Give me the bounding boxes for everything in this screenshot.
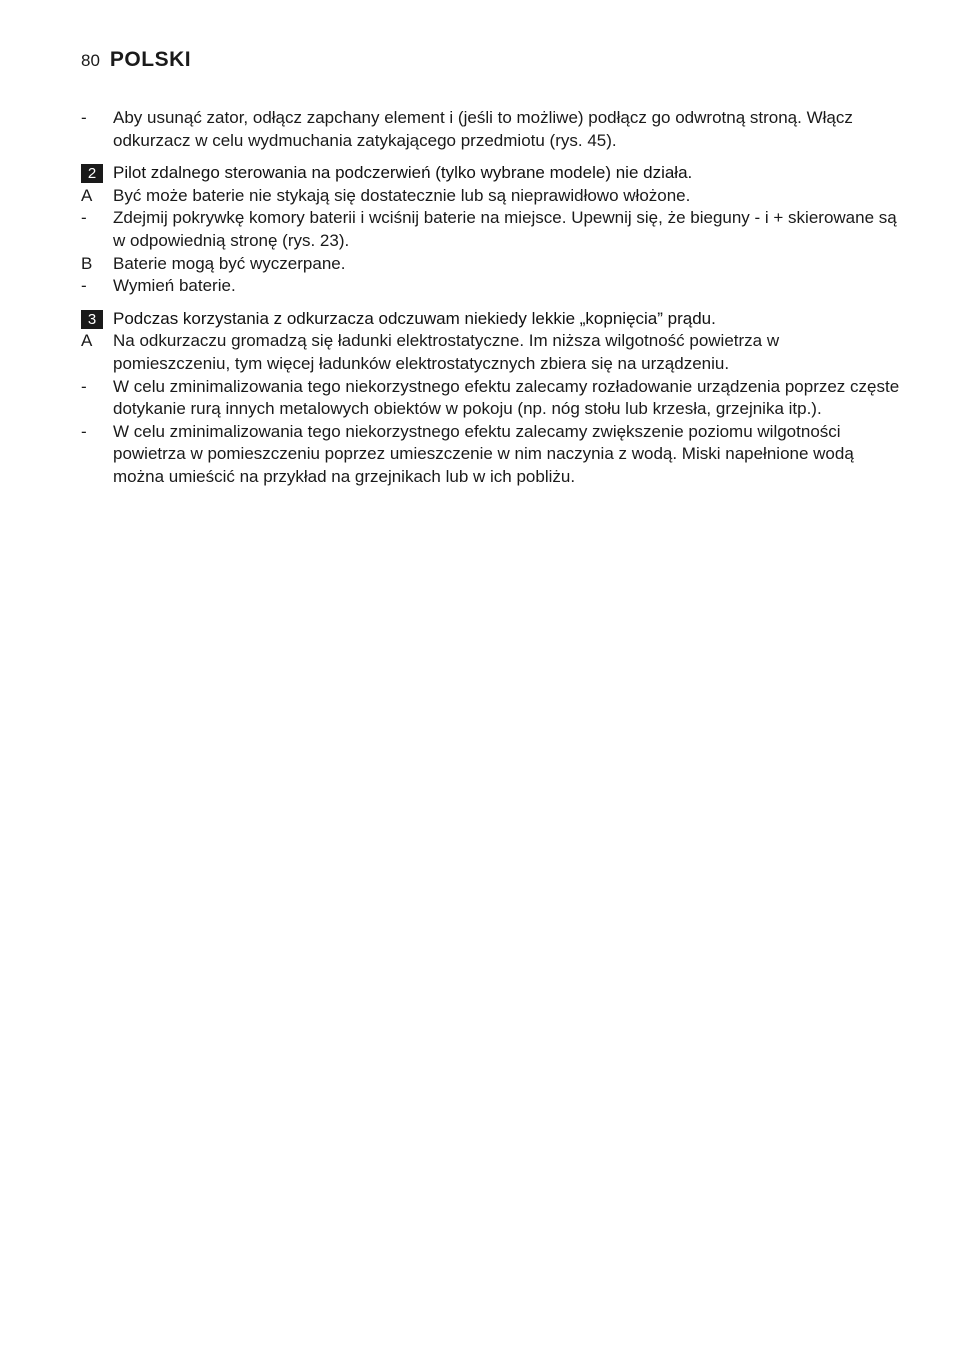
troubleshooting-list — [81, 107, 901, 489]
list-item — [81, 107, 901, 152]
problem-text: Pilot zdalnego sterowania na podczerwień (tylko wybrane modele) nie działa. — [113, 163, 693, 183]
problem-text: Podczas korzystania z odkurzacza odczuwam niekiedy lekkie „kopnięcia” prądu. — [113, 308, 716, 328]
step-marker: - — [81, 276, 87, 296]
step-text: W celu zminimalizowania tego niekorzystnego efektu zalecamy zwiększenie poziomu wilgotności powietrza w pomieszczeniu poprzez umieszczenie w nim naczynia z wodą. Miski napełnione wodą można umieścić na przykład na grzejnikach lub w ich pobliżu. — [113, 421, 854, 486]
cause-marker: B — [81, 253, 93, 273]
cause-marker: A — [81, 331, 93, 351]
list-item — [81, 253, 901, 276]
problem-heading — [81, 308, 901, 331]
cause-text: Być może baterie nie stykają się dostatecznie lub są nieprawidłowo włożone. — [113, 185, 691, 205]
section-title: POLSKI — [109, 48, 192, 71]
step-text: W celu zminimalizowania tego niekorzystnego efektu zalecamy rozładowanie urządzenia poprzez częste dotykanie rurą innych metalowych obiektów w pokoju (np. nóg stołu lub krzesła, grzejnika itp.). — [113, 376, 900, 419]
step-marker: - — [81, 108, 87, 127]
page-header — [81, 48, 191, 72]
problem-number-badge: 3 — [81, 310, 103, 329]
step-marker: - — [81, 208, 87, 228]
cause-text: Na odkurzaczu gromadzą się ładunki elektrostatyczne. Im niższa wilgotność powietrza w pomieszczeniu, tym więcej ładunków elektrostatycznych zbiera się na urządzeniu. — [113, 331, 780, 373]
step-text: Wymień baterie. — [113, 276, 236, 296]
list-item — [81, 330, 901, 375]
step-text: Aby usunąć zator, odłącz zapchany element i (jeśli to możliwe) podłącz go odwrotną stroną. Włącz odkurzacz w celu wydmuchania zatykającego przedmiotu (rys. 45). — [113, 108, 853, 150]
page-number: 80 — [81, 51, 100, 70]
step-marker: - — [81, 376, 87, 396]
cause-marker: A — [81, 185, 93, 205]
list-item — [81, 376, 901, 421]
list-item — [81, 421, 901, 489]
list-item — [81, 185, 901, 208]
list-item — [81, 275, 901, 298]
cause-text: Baterie mogą być wyczerpane. — [113, 253, 346, 273]
list-item — [81, 207, 901, 252]
problem-number-badge: 2 — [81, 164, 103, 183]
step-text: Zdejmij pokrywkę komory baterii i wciśnij baterie na miejsce. Upewnij się, że bieguny - i + skierowane są w odpowiednią stronę (rys. 23). — [113, 208, 897, 250]
problem-heading — [81, 162, 901, 185]
step-marker: - — [81, 421, 87, 441]
